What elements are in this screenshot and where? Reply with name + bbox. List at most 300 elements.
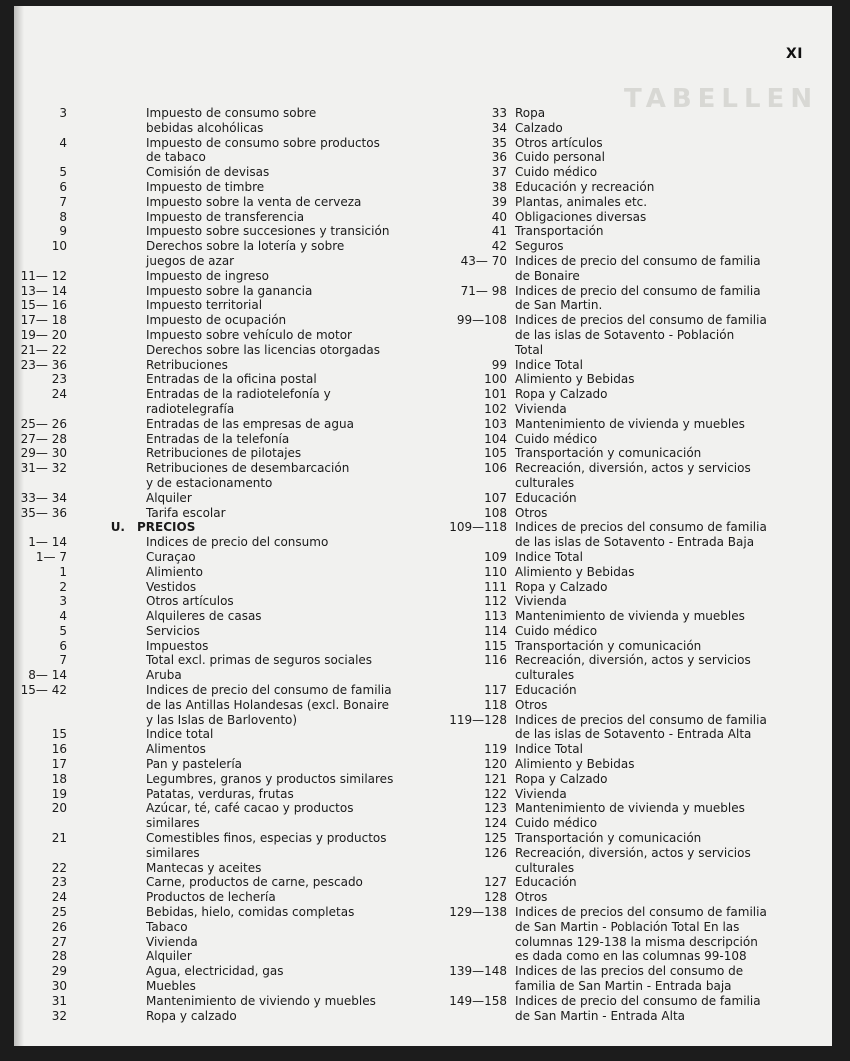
index-entry [14, 861, 434, 876]
entry-line: de San Martin - Entrada Alta [515, 1008, 686, 1023]
entry-line: Tabaco [146, 919, 188, 934]
entry-description [515, 106, 785, 121]
entry-line: Indices de precio del consumo de familia [515, 253, 761, 268]
entry-line: Vivienda [146, 934, 198, 949]
entry-description [515, 313, 785, 357]
entry-description [515, 402, 785, 417]
column-number: 99—108 [456, 313, 507, 328]
entry-line: Retribuciones de pilotajes [146, 446, 302, 461]
entry-description [146, 949, 192, 964]
entry-description [146, 417, 354, 432]
column-number: 115 [484, 638, 507, 653]
entry-description [146, 284, 312, 299]
index-entry [14, 757, 434, 772]
entry-line: Cuido médico [515, 623, 598, 638]
index-entry [437, 639, 832, 654]
entry-line: Indice Total [515, 742, 583, 757]
bleed-through-watermark: TABELLEN [624, 84, 819, 114]
entry-description [146, 446, 301, 461]
entry-description [146, 594, 234, 609]
entry-line: Alimiento y Bebidas [515, 757, 635, 772]
entry-line: Cuido médico [515, 165, 598, 180]
entry-description [146, 387, 331, 417]
column-number: 36 [491, 150, 507, 165]
index-entry [14, 920, 434, 935]
column-number: 106 [484, 461, 507, 476]
entry-line: Carne, productos de carne, pescado [146, 875, 363, 890]
entry-line: Impuesto de ingreso [146, 268, 269, 283]
entry-description [515, 890, 785, 905]
entry-description [146, 875, 363, 890]
column-number: 8— 14 [28, 668, 67, 683]
entry-line: Transportación [515, 224, 604, 239]
index-entry [14, 284, 434, 299]
column-number: 19 [51, 786, 67, 801]
index-entry [14, 668, 434, 683]
index-entry [14, 180, 434, 195]
entry-description [146, 506, 226, 521]
index-entry [437, 106, 832, 121]
index-entry [14, 890, 434, 905]
entry-description [146, 1009, 237, 1024]
entry-line: de San Martin - Población Total En las [515, 919, 740, 934]
index-entry [437, 609, 832, 624]
index-entry [437, 136, 832, 151]
section-letter: U. [110, 520, 125, 535]
column-number: 26 [51, 919, 67, 934]
index-entry [437, 461, 832, 491]
entry-line: culturales [515, 860, 575, 875]
index-entry [437, 210, 832, 225]
document-page [14, 6, 832, 1046]
entry-description [515, 816, 785, 831]
index-entry [14, 136, 434, 166]
index-entry [14, 594, 434, 609]
entry-line: Mantecas y aceites [146, 860, 262, 875]
column-number: 2 [59, 579, 67, 594]
column-number: 1— 7 [35, 549, 67, 564]
entry-line: Impuesto territorial [146, 298, 263, 313]
entry-line: Patatas, verduras, frutas [146, 786, 294, 801]
entry-description [515, 831, 785, 846]
index-entry [14, 491, 434, 506]
entry-line: Servicios [146, 623, 200, 638]
right-column [437, 106, 832, 1023]
entry-line: Ropa y Calzado [515, 579, 608, 594]
entry-line: Calzado [515, 120, 563, 135]
entry-line: Educación y recreación [515, 179, 655, 194]
column-number: 31— 32 [20, 461, 67, 476]
index-entry [437, 594, 832, 609]
column-number: 101 [484, 387, 507, 402]
entry-line: de Bonaire [515, 268, 580, 283]
entry-description [146, 535, 328, 550]
entry-description [515, 491, 785, 506]
column-number: 37 [491, 165, 507, 180]
index-entry [14, 609, 434, 624]
entry-description [515, 683, 785, 698]
index-entry [437, 890, 832, 905]
column-number: 25 [51, 905, 67, 920]
entry-description [515, 787, 785, 802]
entry-description [146, 224, 389, 239]
entry-description [515, 121, 785, 136]
column-number: 118 [484, 697, 507, 712]
index-entry [437, 239, 832, 254]
index-entry [437, 875, 832, 890]
index-entry [437, 313, 832, 357]
index-entry [437, 121, 832, 136]
entry-description [146, 269, 269, 284]
entry-line: Otros [515, 697, 548, 712]
column-number: 5 [59, 623, 67, 638]
column-number: 27— 28 [20, 431, 67, 446]
index-entry [14, 949, 434, 964]
entry-description [146, 624, 200, 639]
entry-description [515, 742, 785, 757]
column-number: 19— 20 [20, 327, 67, 342]
entry-description [515, 550, 785, 565]
column-number: 28 [51, 949, 67, 964]
entry-description [146, 994, 376, 1009]
index-entry [14, 979, 434, 994]
entry-description [146, 580, 196, 595]
entry-line: Alquileres de casas [146, 609, 262, 624]
entry-description [146, 787, 294, 802]
index-entry [437, 580, 832, 595]
entry-line: familia de San Martin - Entrada baja [515, 979, 732, 994]
column-number: 18 [51, 771, 67, 786]
column-number: 20 [51, 801, 67, 816]
entry-description [146, 653, 372, 668]
entry-line: Indices de precio del consumo de familia [515, 993, 761, 1008]
entry-line: Indices de precios del consumo de familia [515, 905, 767, 920]
column-number: 3 [59, 106, 67, 120]
entry-line: Ropa y Calzado [515, 771, 608, 786]
entry-line: Indice Total [515, 549, 583, 564]
index-entry [437, 846, 832, 876]
entry-line: Agua, electricidad, gas [146, 964, 284, 979]
entry-description [146, 742, 206, 757]
entry-description [146, 964, 283, 979]
entry-description [515, 520, 785, 550]
index-entry [437, 772, 832, 787]
entry-description [146, 935, 198, 950]
entry-line: Retribuciones [146, 357, 228, 372]
entry-line: Plantas, animales etc. [515, 194, 648, 209]
column-number: 15 [51, 727, 67, 742]
entry-line: Mantenimiento de vivienda y muebles [515, 609, 745, 624]
entry-line: Productos de lechería [146, 890, 276, 905]
column-number: 127 [484, 875, 507, 890]
entry-line: Transportación y comunicación [515, 638, 702, 653]
entry-description [515, 565, 785, 580]
index-entry [437, 432, 832, 447]
index-entry [14, 387, 434, 417]
index-entry [14, 210, 434, 225]
column-number: 104 [484, 431, 507, 446]
entry-description [146, 565, 203, 580]
index-entry [437, 195, 832, 210]
entry-description [515, 653, 785, 683]
entry-line: Entradas de las empresas de agua [146, 416, 354, 431]
entry-line: es dada como en las columnas 99-108 [515, 949, 747, 964]
entry-line: Tarifa escolar [146, 505, 226, 520]
entry-description [515, 150, 785, 165]
column-number: 110 [484, 564, 507, 579]
column-number: 1 [59, 564, 67, 579]
entry-description [515, 461, 785, 491]
entry-description [515, 446, 785, 461]
entry-line: de San Martin. [515, 298, 603, 313]
entry-line: similares [146, 845, 200, 860]
column-number: 139—148 [449, 964, 507, 979]
entry-description [146, 920, 188, 935]
column-number: 149—158 [449, 993, 507, 1008]
entry-line: Transportación y comunicación [515, 446, 702, 461]
entry-line: Impuesto de consumo sobre productos [146, 135, 380, 150]
entry-line: Impuesto sobre vehículo de motor [146, 327, 352, 342]
entry-description [146, 609, 262, 624]
index-entry [437, 713, 832, 743]
entry-description [146, 905, 354, 920]
entry-description [146, 136, 380, 166]
column-number: 21— 22 [20, 342, 67, 357]
entry-description [146, 180, 264, 195]
entry-description [515, 210, 785, 225]
index-entry [14, 195, 434, 210]
column-number: 10 [51, 239, 67, 254]
column-number: 41 [491, 224, 507, 239]
index-entry [14, 772, 434, 787]
entry-line: Vivienda [515, 401, 567, 416]
column-number: 122 [484, 786, 507, 801]
column-number: 30 [51, 979, 67, 994]
column-number: 35— 36 [20, 505, 67, 520]
index-entry [14, 994, 434, 1009]
index-entry [14, 683, 434, 727]
entry-line: Indice total [146, 727, 214, 742]
column-number: 112 [484, 594, 507, 609]
entry-description [146, 639, 208, 654]
entry-description [146, 668, 182, 683]
entry-description [146, 861, 261, 876]
entry-line: Impuesto sobre succesiones y transición [146, 224, 390, 239]
index-entry [437, 446, 832, 461]
column-number: 43— 70 [460, 253, 507, 268]
entry-line: Ropa y Calzado [515, 387, 608, 402]
entry-description [146, 239, 344, 269]
entry-description [146, 106, 316, 136]
entry-description [515, 254, 785, 284]
index-entry [14, 165, 434, 180]
left-column [14, 106, 434, 1023]
index-entry [14, 905, 434, 920]
column-number: 17— 18 [20, 313, 67, 328]
column-number: 24 [51, 890, 67, 905]
entry-line: Indices de las precios del consumo de [515, 964, 744, 979]
index-entry [14, 328, 434, 343]
entry-description [146, 979, 196, 994]
entry-line: de tabaco [146, 150, 206, 165]
index-entry [437, 402, 832, 417]
entry-description [146, 165, 269, 180]
entry-line: Ropa [515, 106, 546, 120]
index-entry [14, 550, 434, 565]
column-number: 29 [51, 964, 67, 979]
column-number: 121 [484, 771, 507, 786]
index-entry [437, 831, 832, 846]
entry-line: Impuesto de consumo sobre [146, 106, 317, 120]
entry-description [515, 387, 785, 402]
entry-description [146, 831, 387, 861]
index-entry [14, 372, 434, 387]
entry-line: Entradas de la radiotelefonía y [146, 387, 331, 402]
column-number: 15— 16 [20, 298, 67, 313]
entry-line: Derechos sobre las licencias otorgadas [146, 342, 381, 357]
column-number: 120 [484, 757, 507, 772]
column-number: 126 [484, 845, 507, 860]
column-number: 24 [51, 387, 67, 402]
column-number: 29— 30 [20, 446, 67, 461]
entry-line: Comisión de devisas [146, 165, 270, 180]
entry-line: Alimiento [146, 564, 203, 579]
entry-description [515, 358, 785, 373]
entry-line: de las islas de Sotavento - Entrada Baja [515, 535, 755, 550]
entry-line: Alimentos [146, 742, 206, 757]
section-heading [14, 520, 434, 535]
entry-line: Vestidos [146, 579, 197, 594]
entry-line: Otros [515, 505, 548, 520]
index-entry [14, 875, 434, 890]
index-entry [14, 1009, 434, 1024]
index-entry [14, 935, 434, 950]
entry-line: Indices de precios del consumo de familia [515, 313, 767, 328]
index-entry [14, 580, 434, 595]
entry-line: Otros artículos [146, 594, 234, 609]
column-number: 23 [51, 875, 67, 890]
entry-description [515, 165, 785, 180]
index-entry [14, 653, 434, 668]
entry-description [515, 609, 785, 624]
index-entry [14, 801, 434, 831]
index-entry [437, 491, 832, 506]
entry-line: Impuestos [146, 638, 209, 653]
column-number: 119 [484, 742, 507, 757]
entry-description [515, 846, 785, 876]
index-entry [14, 727, 434, 742]
entry-line: Pan y pastelería [146, 757, 243, 772]
column-number: 109—118 [449, 520, 507, 535]
entry-description [146, 757, 242, 772]
entry-line: Impuesto sobre la ganancia [146, 283, 313, 298]
entry-line: Total [515, 342, 544, 357]
entry-line: Recreación, diversión, actos y servicios [515, 653, 751, 668]
index-entry [437, 683, 832, 698]
entry-line: Mantenimiento de vivienda y muebles [515, 801, 745, 816]
index-entry [437, 165, 832, 180]
entry-line: Educación [515, 875, 577, 890]
column-number: 124 [484, 816, 507, 831]
entry-description [146, 461, 349, 491]
column-number: 40 [491, 209, 507, 224]
column-number: 35 [491, 135, 507, 150]
column-number: 7 [59, 194, 67, 209]
entry-line: culturales [515, 668, 575, 683]
column-number: 23— 36 [20, 357, 67, 372]
column-number: 99 [491, 357, 507, 372]
entry-line: juegos de azar [146, 253, 235, 268]
column-number: 39 [491, 194, 507, 209]
entry-line: Legumbres, granos y productos similares [146, 771, 394, 786]
column-number: 33— 34 [20, 490, 67, 505]
entry-description [515, 757, 785, 772]
column-number: 25— 26 [20, 416, 67, 431]
column-number: 27 [51, 934, 67, 949]
entry-line: Mantenimiento de vivienda y muebles [515, 416, 745, 431]
entry-line: Entradas de la telefonía [146, 431, 290, 446]
index-entry [14, 461, 434, 491]
entry-line: Impuesto de transferencia [146, 209, 305, 224]
entry-line: Educación [515, 683, 577, 698]
entry-line: Educación [515, 490, 577, 505]
column-number: 16 [51, 742, 67, 757]
index-entry [437, 224, 832, 239]
column-number: 103 [484, 416, 507, 431]
entry-description [146, 491, 192, 506]
entry-description [146, 372, 317, 387]
entry-line: PRECIOS [137, 520, 196, 535]
entry-description [515, 875, 785, 890]
index-entry [437, 372, 832, 387]
column-number: 114 [484, 623, 507, 638]
entry-description [515, 801, 785, 816]
index-entry [14, 506, 434, 521]
entry-description [146, 550, 196, 565]
entry-description [146, 358, 228, 373]
entry-line: Ropa y calzado [146, 1008, 237, 1023]
column-number: 3 [59, 594, 67, 609]
entry-line: Impuesto de ocupación [146, 313, 287, 328]
index-entry [14, 787, 434, 802]
entry-description [515, 284, 785, 314]
column-number: 105 [484, 446, 507, 461]
entry-description [515, 195, 785, 210]
entry-description [515, 772, 785, 787]
index-entry [14, 831, 434, 861]
entry-description [515, 698, 785, 713]
entry-line: Otros [515, 890, 548, 905]
entry-line: Indice Total [515, 357, 583, 372]
column-number: 108 [484, 505, 507, 520]
index-entry [437, 180, 832, 195]
entry-description [515, 964, 785, 994]
column-number: 117 [484, 683, 507, 698]
entry-description [137, 520, 195, 535]
entry-line: Transportación y comunicación [515, 831, 702, 846]
entry-line: bebidas alcohólicas [146, 120, 264, 135]
entry-line: Muebles [146, 979, 196, 994]
entry-line: y las Islas de Barlovento) [146, 712, 298, 727]
column-number: 13— 14 [20, 283, 67, 298]
entry-description [146, 432, 289, 447]
entry-line: Alquiler [146, 490, 192, 505]
index-entry [437, 254, 832, 284]
index-entry [437, 787, 832, 802]
entry-line: Total excl. primas de seguros sociales [146, 653, 373, 668]
entry-line: Mantenimiento de viviendo y muebles [146, 993, 376, 1008]
column-number: 17 [51, 757, 67, 772]
